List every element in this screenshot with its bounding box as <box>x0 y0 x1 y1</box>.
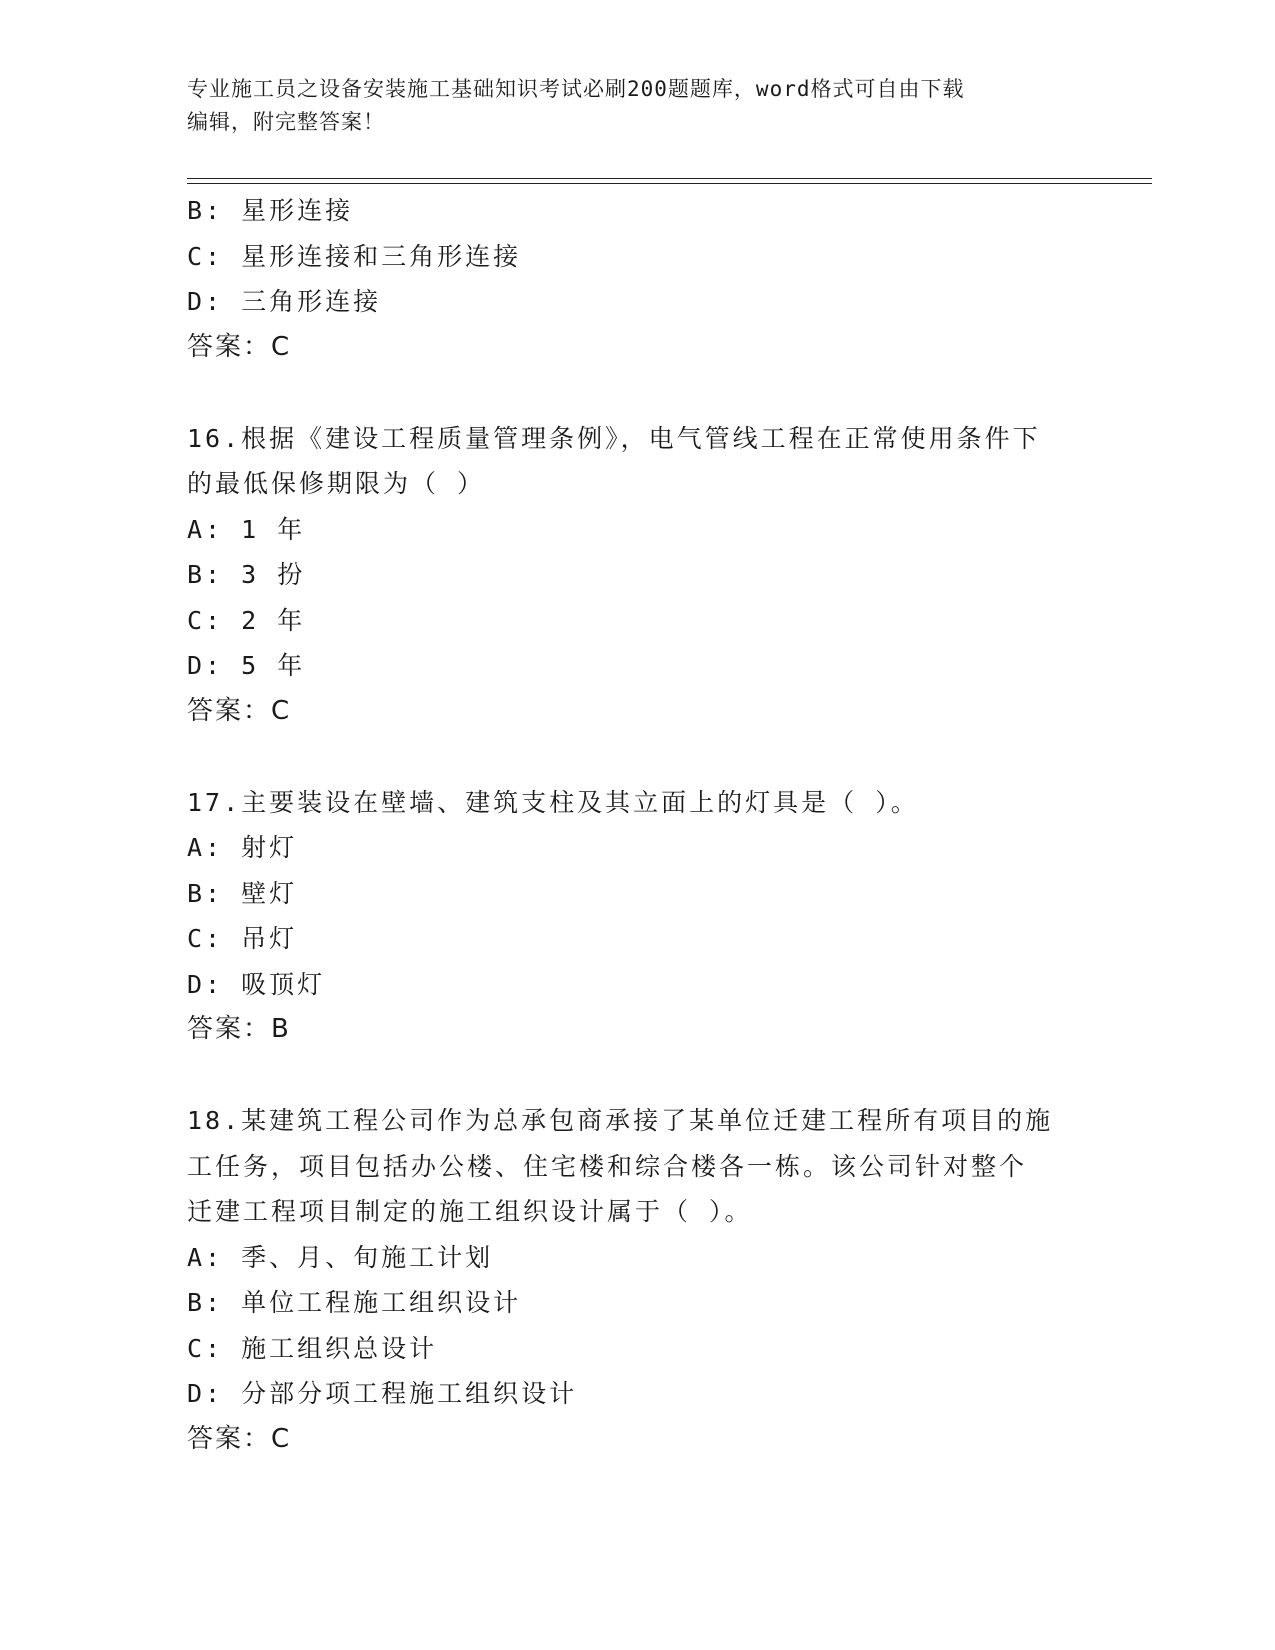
header-divider-bottom <box>187 183 1152 184</box>
question-block-18 <box>187 1098 1087 1462</box>
header-title-line-1: 专业施工员之设备安装施工基础知识考试必刷200题题库，word格式可自由下载 <box>187 77 965 101</box>
header-divider-top <box>187 178 1152 179</box>
spacer <box>187 734 1087 780</box>
spacer <box>187 370 1087 416</box>
question-stem-line: 迁建工程项目制定的施工组织设计属于（ ）。 <box>187 1197 753 1226</box>
option-d: D: 分部分项工程施工组织设计 <box>187 1379 578 1408</box>
option-a: A: 季、月、旬施工计划 <box>187 1242 494 1272</box>
option-b: B: 3 扮 <box>187 560 306 589</box>
question-list <box>187 188 1087 1462</box>
option-b: B: 星形连接 <box>187 196 354 225</box>
document-header <box>187 73 1067 139</box>
option-d: D: 吸顶灯 <box>187 969 326 999</box>
question-stem-line: 18.某建筑工程公司作为总承包商承接了某单位迁建工程所有项目的施 <box>187 1106 1054 1135</box>
question-block-16 <box>187 416 1087 735</box>
option-a: A: 1 年 <box>187 514 306 544</box>
header-title-line-2: 编辑，附完整答案！ <box>187 110 385 134</box>
question-stem-line: 17.主要装设在壁墙、建筑支柱及其立面上的灯具是（ ）。 <box>187 787 919 817</box>
option-d: D: 5 年 <box>187 651 306 680</box>
option-c: C: 星形连接和三角形连接 <box>187 241 522 271</box>
question-stem-line: 工任务，项目包括办公楼、住宅楼和综合楼各一栋。该公司针对整个 <box>187 1151 1028 1181</box>
answer-label: 答案：C <box>187 1423 292 1454</box>
option-b: B: 壁灯 <box>187 878 298 908</box>
option-c: C: 吊灯 <box>187 924 298 953</box>
question-stem-line: 16.根据《建设工程质量管理条例》，电气管线工程在正常使用条件下 <box>187 423 1041 453</box>
option-b: B: 单位工程施工组织设计 <box>187 1288 522 1317</box>
spacer <box>187 1053 1087 1099</box>
answer-label: 答案：C <box>187 695 292 726</box>
option-d: D: 三角形连接 <box>187 287 382 316</box>
answer-label: 答案：C <box>187 331 292 362</box>
option-a: A: 射灯 <box>187 833 298 862</box>
option-c: C: 施工组织总设计 <box>187 1333 438 1363</box>
option-c: C: 2 年 <box>187 605 306 635</box>
question-block-17 <box>187 780 1087 1053</box>
question-block-15 <box>187 188 1087 370</box>
question-stem-line: 的最低保修期限为（ ） <box>187 469 486 498</box>
answer-label: 答案：B <box>187 1014 291 1044</box>
